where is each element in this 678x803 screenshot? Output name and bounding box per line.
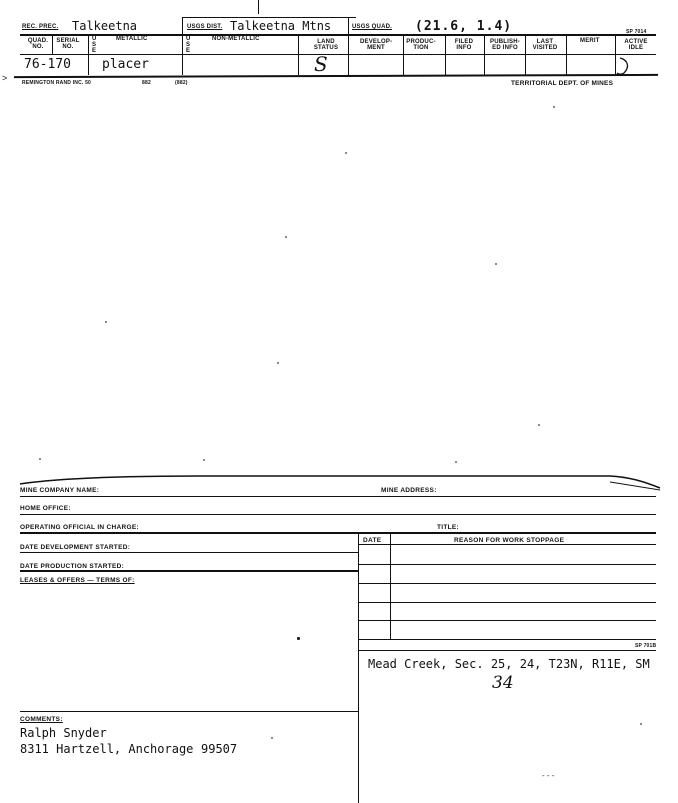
usgs-dist-label: USGS DIST. [187,24,223,30]
top-card: REC. PREC. Talkeetna USGS DIST. Talkeetna Mtns USGS QUAD. (21.6, 1.4) SP 7014 QUAD. NO. SERIAL NO. U S E METALLIC U S E NON-METALLIC LAND STATUS DEVELOP- MENT PRODUC- TION FILED INFO PUBLISH- ED INFO LAST VISITED MERIT ACTIVE IDLE 76-170 placer S > REMINGTON RAND INC. 50 882 (882) TERRITORIAL DEPT. OF MINES [0,0,678,90]
title-label: TITLE: [437,524,460,531]
handwritten-number: 34 [492,673,514,693]
col-use-1: U S E [92,36,97,54]
col-merit: MERIT [580,38,600,44]
comment-line-1: Ralph Snyder [20,726,107,740]
comment-zip: 99507 [201,742,238,756]
col-active-idle: ACTIVE IDLE [624,39,648,51]
comments-label: COMMENTS: [20,716,63,723]
location-text: Mead Creek, Sec. 25, 24, T23N, R11E, SM [368,657,650,671]
printer-code-2: (882) [175,80,188,86]
col-published-info: PUBLISH- ED INFO [490,39,520,51]
col-land-status: LAND STATUS [313,39,339,51]
col-production: PRODUC- TION [406,39,436,51]
comment-line-2: 8311 Hartzell, Anchorage [20,742,194,756]
mine-address-label: MINE ADDRESS: [381,487,437,494]
lower-card: MINE COMPANY NAME: MINE ADDRESS: HOME OFFICE: OPERATING OFFICIAL IN CHARGE: TITLE: DATE REASON FOR WORK STOPPAGE DATE DEVELOPMENT STARTED: DATE PRODUCTION STARTED: LEASES & OFFERS — TERMS OF: SP 701B Mead Creek, Sec. 25, 24, T23N, R11E, SM 34 COMMENTS: Ralph Snyder 8311 Hartzell, Anchorage 99507 - - - [0,468,678,803]
printer-label: REMINGTON RAND INC. 50 [22,80,92,86]
home-office-label: HOME OFFICE: [20,505,71,512]
record-number: 76-170 [24,57,71,72]
col-quad-no: QUAD. NO. [27,38,49,50]
printer-code: 882 [142,80,151,86]
date-dev-label: DATE DEVELOPMENT STARTED: [20,544,131,551]
col-filed-info: FILED INFO [454,39,474,51]
col-serial-no: SERIAL NO. [56,38,80,50]
form-code-top: SP 7014 [626,29,647,35]
department-label: TERRITORIAL DEPT. OF MINES [511,80,614,87]
reason-label: REASON FOR WORK STOPPAGE [454,537,565,544]
rec-prec-value: Talkeetna [72,19,138,33]
rec-prec-label: REC. PREC. [22,24,59,30]
operating-official-label: OPERATING OFFICIAL IN CHARGE: [20,524,139,531]
col-development: DEVELOP- MENT [360,39,393,51]
usgs-dist-value: Talkeetna Mtns [230,19,332,33]
col-metallic: METALLIC [116,36,148,42]
form-code-bottom: SP 701B [635,643,657,649]
record-type: placer [102,57,149,72]
col-non-metallic: NON-METALLIC [212,36,260,42]
mine-company-label: MINE COMPANY NAME: [20,487,100,494]
date-prod-label: DATE PRODUCTION STARTED: [20,563,125,570]
leases-label: LEASES & OFFERS — TERMS OF: [20,577,135,584]
date-col-label: DATE [363,537,382,544]
col-use-2: U S E [186,36,191,54]
usgs-quad-label: USGS QUAD. [352,24,393,30]
land-status-mark: S [314,52,330,76]
usgs-quad-value: (21.6, 1.4) [415,19,513,34]
col-last-visited: LAST VISITED [532,39,558,51]
